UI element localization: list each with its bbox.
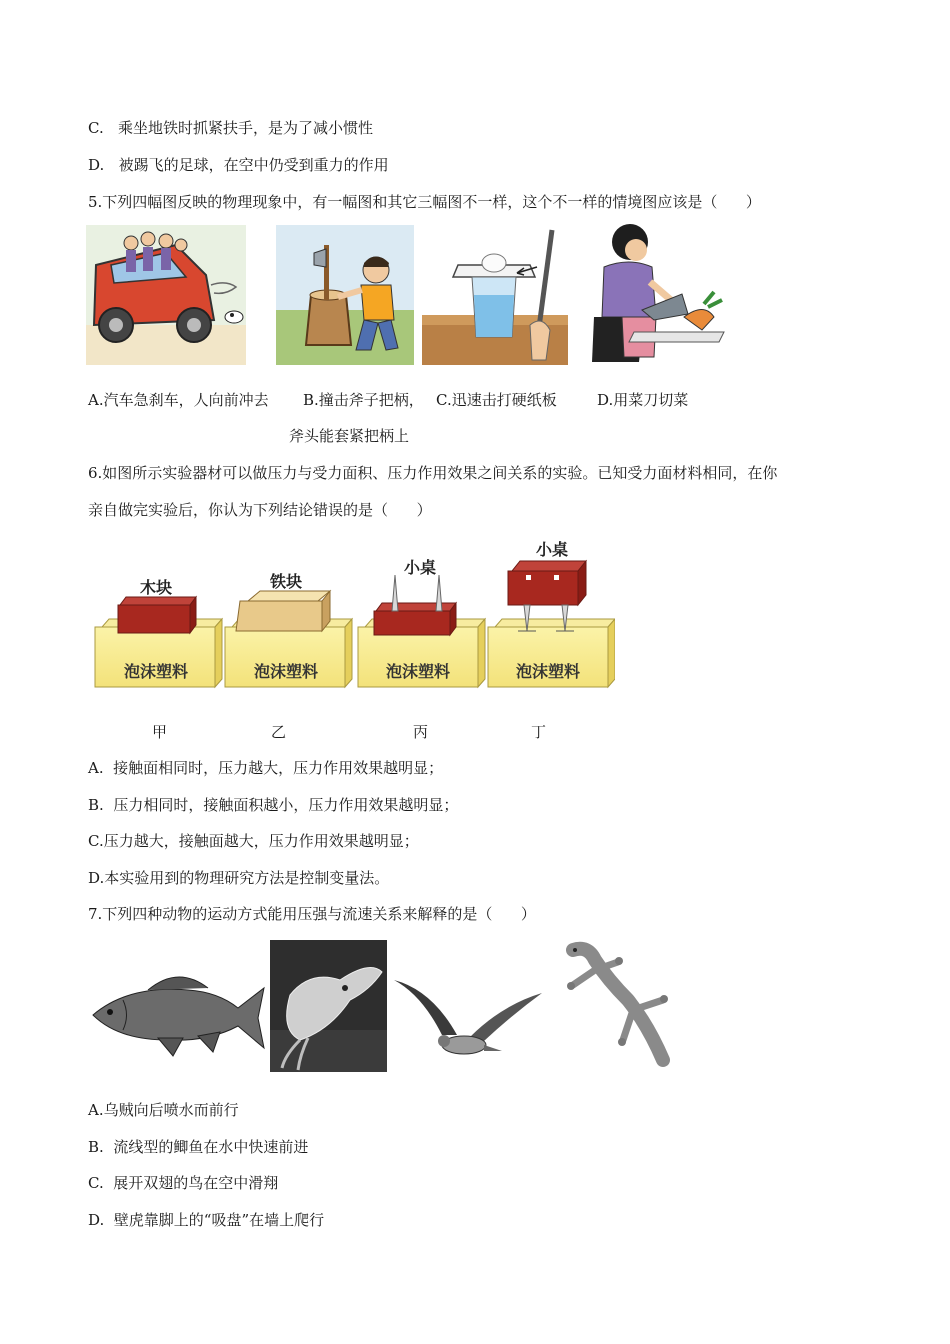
q7-option-c: C. 展开双翅的鸟在空中滑翔 bbox=[88, 1174, 279, 1192]
q6-pressure-experiment-figure bbox=[90, 535, 615, 695]
q7-option-d: D. 壁虎靠脚上的“吸盘”在墙上爬行 bbox=[88, 1211, 325, 1229]
q7-image-bird bbox=[392, 975, 552, 1073]
q6-caption-ding: 丁 bbox=[531, 723, 547, 741]
q5-caption-a: A.汽车急刹车，人向前冲去 bbox=[88, 391, 269, 409]
q7-option-b: B. 流线型的鲫鱼在水中快速前进 bbox=[88, 1138, 309, 1156]
setup-bing bbox=[358, 558, 485, 687]
q6-option-a: A. 接触面相同时，压力越大，压力作用效果越明显； bbox=[88, 759, 444, 777]
setup-jia bbox=[95, 578, 222, 687]
q6-option-d: D.本实验用到的物理研究方法是控制变量法。 bbox=[88, 869, 390, 887]
q5-caption-d: D.用菜刀切菜 bbox=[597, 391, 689, 409]
q6-option-b: B. 压力相同时，接触面积越小，压力作用效果越明显； bbox=[88, 796, 459, 814]
q4-option-c: C. 乘坐地铁时抓紧扶手，是为了减小惯性 bbox=[88, 119, 374, 137]
q6-stem-line2: 亲自做完实验后，你认为下列结论错误的是（ ） bbox=[88, 501, 432, 519]
q5-caption-b-line2: 斧头能套紧把柄上 bbox=[289, 427, 410, 445]
q6-caption-yi: 乙 bbox=[271, 723, 287, 741]
q5-caption-b: B.撞击斧子把柄， bbox=[303, 391, 424, 409]
q6-caption-bing: 丙 bbox=[413, 723, 429, 741]
setup-yi bbox=[225, 572, 352, 687]
q7-image-fish bbox=[88, 960, 266, 1060]
foam-label-yi: 泡沫塑料 bbox=[253, 662, 319, 681]
q7-option-a: A.乌贼向后喷水而前行 bbox=[88, 1101, 239, 1119]
q5-caption-c: C.迅速击打硬纸板 bbox=[436, 391, 557, 409]
q6-caption-jia: 甲 bbox=[152, 723, 168, 741]
q7-image-gecko bbox=[553, 940, 693, 1072]
q5-image-card-cup bbox=[422, 225, 568, 365]
q5-image-car-braking bbox=[86, 225, 246, 365]
foam-label-bing: 泡沫塑料 bbox=[385, 662, 451, 681]
q6-option-c: C.压力越大，接触面越大，压力作用效果越明显； bbox=[88, 832, 419, 850]
foam-label-jia: 泡沫塑料 bbox=[123, 662, 189, 681]
label-wood-block: 木块 bbox=[139, 578, 173, 597]
q7-image-squid bbox=[270, 940, 387, 1072]
q7-stem: 7.下列四种动物的运动方式能用压强与流速关系来解释的是（ ） bbox=[88, 905, 536, 923]
label-small-table-bing: 小桌 bbox=[403, 558, 437, 577]
label-small-table-ding: 小桌 bbox=[535, 540, 569, 559]
label-iron-block: 铁块 bbox=[269, 572, 303, 591]
foam-label-ding: 泡沫塑料 bbox=[515, 662, 581, 681]
q5-stem: 5.下列四幅图反映的物理现象中，有一幅图和其它三幅图不一样，这个不一样的情境图应该是（ ） bbox=[88, 193, 761, 211]
q5-image-axe-handle bbox=[276, 225, 414, 365]
q6-stem-line1: 6.如图所示实验器材可以做压力与受力面积、压力作用效果之间关系的实验。已知受力面材料相同，在你 bbox=[88, 464, 778, 482]
q5-image-cutting-vegetables bbox=[584, 222, 729, 365]
q4-option-d: D. 被踢飞的足球，在空中仍受到重力的作用 bbox=[88, 156, 389, 174]
setup-ding bbox=[488, 540, 615, 687]
